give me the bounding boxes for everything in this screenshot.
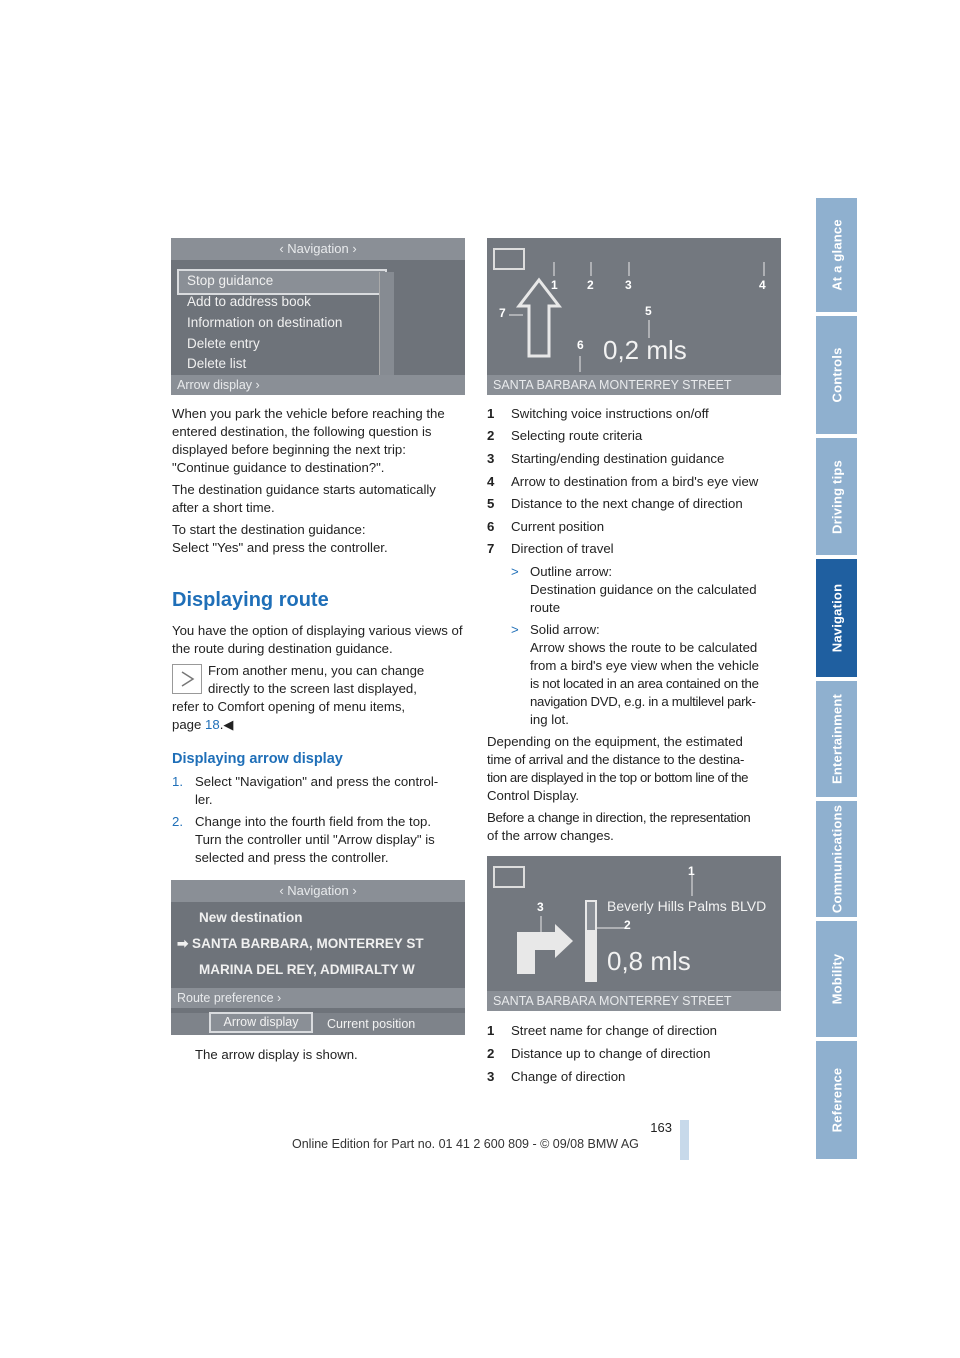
list-text: Selecting route criteria [511,428,643,443]
page-marker [680,1120,689,1160]
callout-number: 2 [624,918,631,932]
list-number: 2 [487,1046,495,1061]
list-number: 5 [487,496,495,511]
note-text: From another menu, you can change [208,663,425,678]
paragraph: When you park the vehicle before reaching the entered destination, the following question is displayed before beginning the next trip: "Continue guidance to destination?". [172,406,445,475]
subsection-heading: Displaying arrow display [172,751,343,767]
distance-readout: 0,8 mls [607,946,691,976]
list-text: Change of direction [511,1069,626,1084]
bullet-text: Solid arrow: [530,622,600,637]
sidebar-tab-mobility[interactable]: Mobility [816,921,857,1037]
sidebar-tab-driving-tips[interactable]: Driving tips [816,438,857,555]
page-link[interactable]: 18 [205,717,220,732]
step-number: 2. [172,814,183,829]
bullet-text: navigation DVD, e.g. in a multilevel park- [530,694,756,709]
menu-item: MARINA DEL REY, ADMIRALTY W [199,962,415,977]
paragraph: tion are displayed in the top or bottom line of the [487,770,749,785]
caption: The arrow display is shown. [195,1047,358,1062]
list-number: 6 [487,519,495,534]
paragraph: Depending on the equipment, the estimated [487,734,743,749]
screen-header: ‹ Navigation › [171,238,465,260]
callout-number: 4 [759,278,766,292]
callout-number: 1 [688,864,695,878]
list-text: Direction of travel [511,541,614,556]
menu-item: Stop guidance [187,273,274,288]
bullet-text: route [530,600,561,615]
arrow-display-graphic [487,238,781,395]
screenshot-navigation-destinations [171,880,465,1035]
callout-number: 2 [587,278,594,292]
section-heading: Displaying route [172,589,329,611]
step-number: 1. [172,774,183,789]
note-icon [172,664,202,694]
callout-number: 7 [499,306,506,320]
turn-street-name: Beverly Hills Palms BLVD [607,898,767,914]
sidebar-tab-communications[interactable]: Communications [816,801,857,917]
paragraph: You have the option of displaying various views of the route during destination guidance. [172,623,463,656]
list-text: Starting/ending destination guidance [511,451,725,466]
sidebar-tab-entertainment[interactable]: Entertainment [816,681,857,797]
step-text: Change into the fourth field from the top. [195,814,432,829]
paragraph: To start the destination guidance: [172,522,366,537]
screenshot-change-of-direction [487,856,781,1011]
step-text: ler. [195,792,213,807]
callout-number: 1 [551,278,558,292]
menu-item: Information on destination [187,315,343,330]
callout-number: 3 [537,900,544,914]
sidebar-tab-at-a-glance[interactable]: At a glance [816,198,857,312]
list-text: Distance to the next change of direction [511,496,743,511]
note-text: directly to the screen last displayed, [208,681,417,696]
tab-current-position: Current position [327,1017,416,1031]
distance-readout: 0,2 mls [603,335,687,365]
list-text: Street name for change of direction [511,1023,717,1038]
bullet-text: Destination guidance on the calculated [530,582,757,597]
sidebar-tab-navigation[interactable]: Navigation [816,559,857,677]
screenshot-navigation-menu [171,238,465,395]
sidebar-tab-reference[interactable]: Reference [816,1041,857,1159]
turn-arrow-graphic [487,856,781,1011]
list-number: 4 [487,474,495,489]
list-number: 7 [487,541,495,556]
bullet-text: from a bird's eye view when the vehicle [530,658,760,673]
screenshot-arrow-display [487,238,781,395]
screen-footer: Arrow display › [171,375,465,395]
paragraph: time of arrival and the distance to the destina- [487,752,745,767]
list-text: Current position [511,519,605,534]
list-number: 1 [487,406,495,421]
menu-item: New destination [199,910,303,925]
list-number: 1 [487,1023,495,1038]
paragraph: Select "Yes" and press the controller. [172,540,388,555]
page-number: 163 [650,1120,672,1135]
bullet-text: ing lot. [530,712,569,727]
bullet-text: is not located in an area contained on the [530,676,759,691]
list-text: Distance up to change of direction [511,1046,711,1061]
tab-arrow-display: Arrow display [209,1012,313,1033]
step-text: Turn the controller until "Arrow display" is [195,832,435,847]
menu-item: Add to address book [187,294,311,309]
note-text: page 18.◀ [172,717,234,732]
list-number: 3 [487,451,495,466]
callout-number: 6 [577,338,584,352]
bullet-marker: > [511,564,519,579]
paragraph: Before a change in direction, the representation [487,810,751,825]
callout-number: 5 [645,304,652,318]
callout-number: 3 [625,278,632,292]
step-text: Select "Navigation" and press the control- [195,774,439,789]
street-name-bar: SANTA BARBARA MONTERREY STREET [487,991,781,1011]
note-text: refer to Comfort opening of menu items, [172,699,406,714]
bullet-text: Outline arrow: [530,564,613,579]
route-preference-row: Route preference › [171,988,465,1008]
menu-item: Delete list [187,356,247,371]
sidebar-tab-controls[interactable]: Controls [816,316,857,434]
menu-item: ➡ SANTA BARBARA, MONTERREY ST [177,936,424,951]
list-text: Arrow to destination from a bird's eye view [511,474,759,489]
screen-header: ‹ Navigation › [171,880,465,902]
step-text: selected and press the controller. [195,850,389,865]
paragraph: of the arrow changes. [487,828,614,843]
paragraph: The destination guidance starts automatically after a short time. [172,482,436,515]
bullet-text: Arrow shows the route to be calculated [530,640,758,655]
list-number: 2 [487,428,495,443]
list-text: Switching voice instructions on/off [511,406,709,421]
paragraph: Control Display. [487,788,580,803]
edition-footer: Online Edition for Part no. 01 41 2 600 809 - © 09/08 BMW AG [292,1137,639,1151]
list-number: 3 [487,1069,495,1084]
bullet-marker: > [511,622,519,637]
scrollbar [379,272,394,376]
menu-item: Delete entry [187,336,260,351]
street-name-bar: SANTA BARBARA MONTERREY STREET [487,375,781,395]
